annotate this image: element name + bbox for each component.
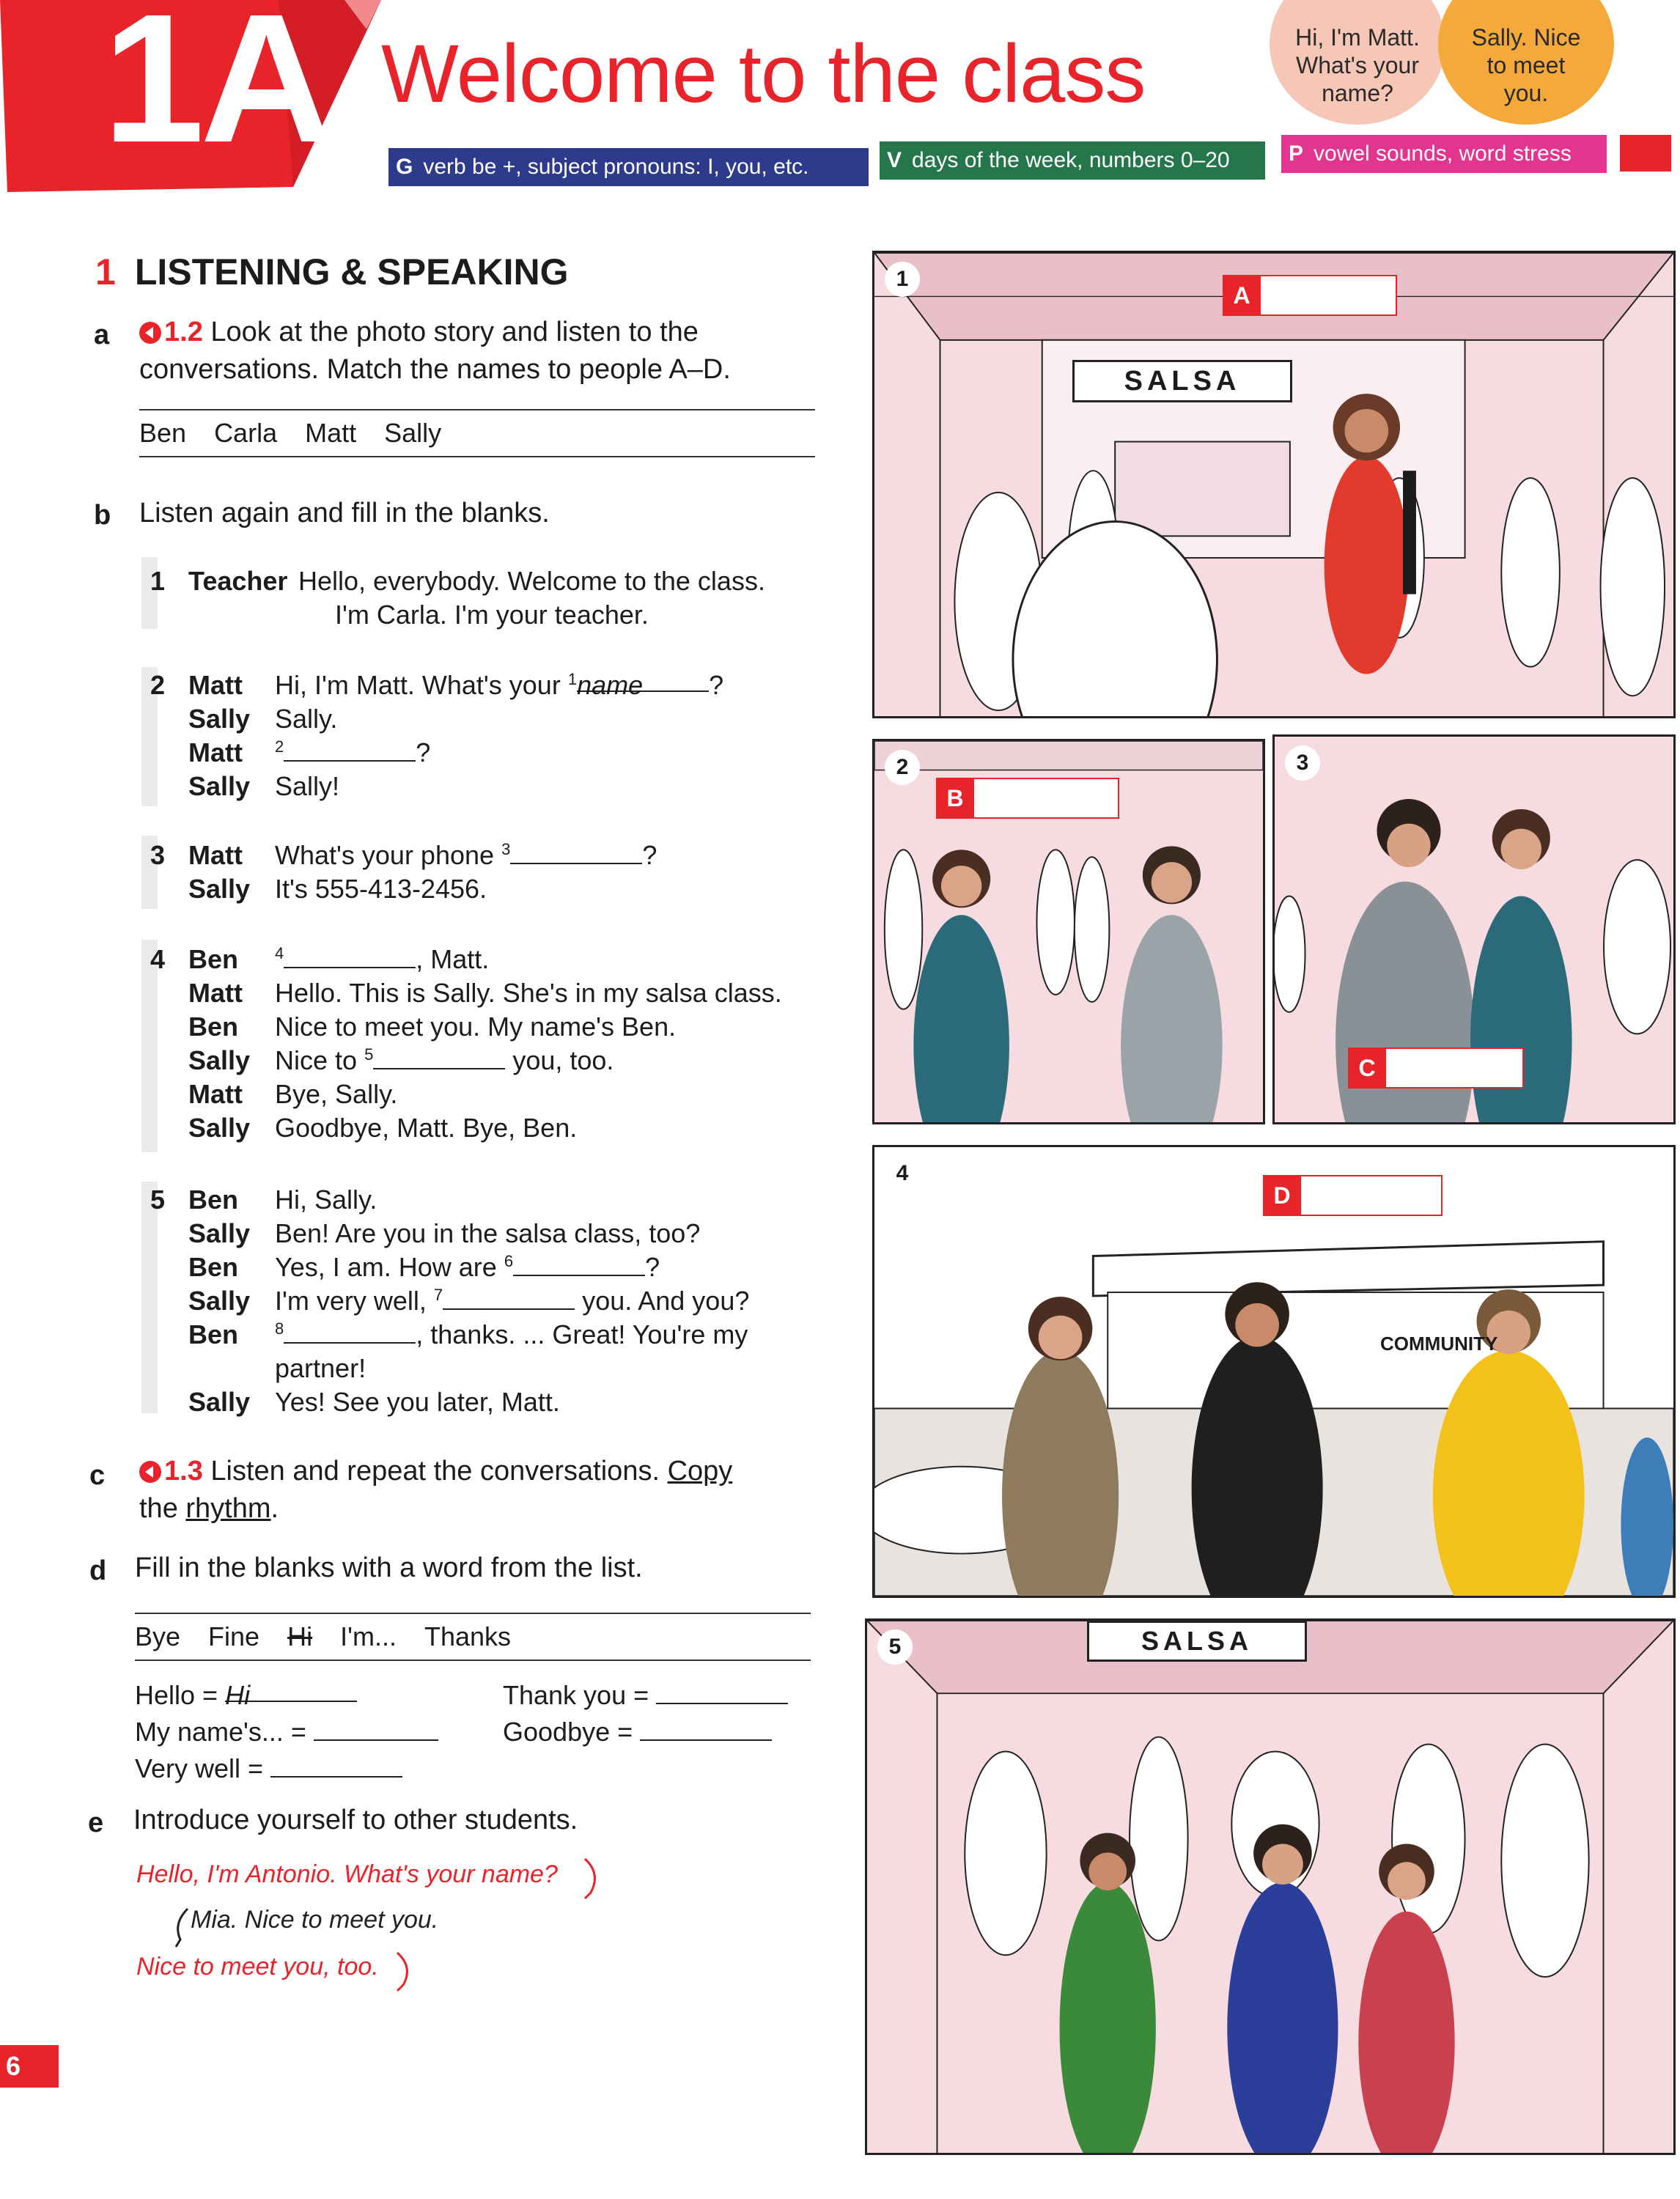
exercise-c-line1: Listen and repeat the conversations. [210,1456,660,1487]
model-line-2: Mia. Nice to meet you. [191,1906,439,1934]
speech-bubble-matt [1270,0,1445,125]
speaker: Sally [188,771,251,801]
panel-number: 2 [885,750,920,785]
label-letter: C [1348,1047,1386,1089]
punct: ? [645,1252,660,1282]
building-sign: COMMUNITY [1380,1333,1498,1355]
speech-arrow-icon [578,1856,607,1907]
name-option: Matt [305,418,357,448]
gap-number: 4 [275,944,284,962]
gap-number: 6 [504,1252,514,1270]
exercise-a-label: a [94,320,110,350]
fill-thankyou [503,1680,788,1711]
conversation-2 [150,668,723,803]
vocabulary-tag [880,141,1265,180]
line: Hello. This is Sally. She's in my salsa class. [275,978,782,1008]
exercise-a-instruction [139,314,731,389]
gap-3-blank[interactable] [510,842,642,864]
speaker: Matt [188,978,243,1008]
verywell-blank[interactable] [270,1756,402,1778]
label-letter: B [936,778,974,819]
exercise-d-instruction: Fill in the blanks with a word from the list. [135,1552,643,1583]
goodbye-blank[interactable] [640,1719,772,1741]
line: Hi, Sally. [275,1185,377,1215]
speech-bubble-matt-text: Hi, I'm Matt. What's your name? [1295,24,1420,106]
exercise-c-instruction [139,1453,732,1528]
speaker: Ben [188,1252,239,1282]
exercise-c-rhythm: rhythm [185,1493,271,1525]
names-box [139,409,815,457]
conversation-5 [150,1183,749,1419]
line: you. And you? [582,1286,750,1316]
punct: ? [709,670,724,700]
answer-box-a[interactable] [1223,275,1397,316]
line: you, too. [512,1045,614,1075]
word-option: I'm... [340,1621,397,1651]
line: It's 555-413-2456. [275,874,487,904]
exercise-a-line1: Look at the photo story and listen to the [210,317,699,347]
audio-icon[interactable] [139,1461,161,1483]
salsa-banner: SALSA [1087,1621,1307,1662]
grammar-focus: verb be +, subject pronouns: I, you, etc. [423,155,809,179]
word-option: Fine [208,1621,260,1651]
exercise-c-label: c [89,1460,106,1491]
label-letter: A [1223,275,1261,316]
speaker: Sally [188,704,251,734]
panel-number: 1 [885,262,920,297]
thankyou-blank[interactable] [656,1682,788,1704]
answer-box-d[interactable] [1263,1175,1443,1216]
pronunciation-letter: P [1289,141,1304,166]
panel-number: 4 [885,1156,920,1191]
term: Goodbye = [503,1717,633,1747]
fill-verywell [135,1753,402,1784]
line: Sally! [275,771,340,801]
speaker: Ben [188,944,239,974]
line: partner! [275,1353,366,1383]
model-line-3: Nice to meet you, too. [136,1953,379,1981]
gap-8-blank[interactable] [284,1322,416,1344]
speaker: Sally [188,1113,251,1143]
line: Nice to [275,1045,358,1075]
exercise-a-line2: conversations. Match the names to people A–D. [139,354,731,386]
answer-box-b[interactable] [936,778,1119,819]
term: Hello = [135,1680,218,1710]
conversation-1 [150,564,765,632]
line: Hello, everybody. Welcome to the class. [298,566,765,596]
line: I'm Carla. I'm your teacher. [335,600,649,630]
exercise-c-period: . [270,1493,279,1525]
term: Very well = [135,1753,264,1783]
answer-box-c[interactable] [1348,1047,1524,1089]
exercise-c-the: the [139,1493,178,1525]
term: My name's... = [135,1717,306,1747]
gap-number: 7 [433,1286,443,1304]
conversation-number: 1 [150,566,166,596]
exercise-b-label: b [94,500,111,531]
model-line-1: Hello, I'm Antonio. What's your name? [136,1860,558,1888]
photo-panel-4 [872,1145,1676,1598]
audio-icon[interactable] [139,322,161,344]
gap-number: 3 [501,840,511,858]
name-option: Ben [139,418,187,448]
word-option: Thanks [424,1621,512,1651]
panel-number: 3 [1285,745,1320,781]
unit-number: 1A [103,0,328,180]
name-option: Sally [384,418,442,448]
line: Nice to meet you. My name's Ben. [275,1012,677,1042]
gap-number: 2 [275,737,284,756]
scene-dance-class [867,1621,1673,2153]
line: What's your phone [275,840,495,870]
speaker: Teacher [188,566,288,596]
line: Yes! See you later, Matt. [275,1387,560,1417]
fill-myname [135,1717,438,1747]
vocabulary-focus: days of the week, numbers 0–20 [912,148,1230,172]
speaker: Sally [188,1218,251,1248]
speaker: Matt [188,1079,243,1109]
hello-answer[interactable]: Hi [225,1680,357,1702]
line: Goodbye, Matt. Bye, Ben. [275,1113,578,1143]
speaker: Matt [188,840,243,870]
audio-track-1-3[interactable]: 1.3 [164,1456,203,1487]
conversation-number: 5 [150,1185,166,1215]
speaker: Ben [188,1012,239,1042]
gap-number: 8 [275,1319,284,1338]
lesson-title: Welcome to the class [381,28,1146,119]
line: Bye, Sally. [275,1079,398,1109]
exercise-e-label: e [88,1808,104,1838]
line: Hi, I'm Matt. What's your [275,670,561,700]
speech-arrow-icon [390,1950,419,1998]
photo-panel-3 [1272,734,1676,1124]
speaker: Sally [188,1045,251,1075]
word-option: Bye [135,1621,181,1651]
myname-blank[interactable] [314,1719,438,1741]
exercise-e-instruction: Introduce yourself to other students. [133,1805,578,1835]
speaker: Matt [188,670,243,700]
conversation-number: 2 [150,670,166,700]
photo-panel-5 [865,1618,1676,2155]
line: , thanks. ... Great! You're my [416,1319,748,1349]
unit-badge [0,0,410,196]
photo-panel-1 [872,251,1676,718]
audio-track-1-2[interactable]: 1.2 [164,317,203,347]
speech-bubble-sally-text: Sally. Nice to meet you. [1471,24,1581,106]
label-letter: D [1263,1175,1301,1216]
line: Ben! Are you in the salsa class, too? [275,1218,701,1248]
gap-6-blank[interactable] [513,1254,645,1276]
gap-1-answer[interactable]: name [577,670,709,692]
section-heading [95,251,569,293]
punct: ? [416,737,431,767]
color-tab [1620,135,1671,172]
scene-classroom [874,253,1673,716]
speaker: Ben [188,1185,239,1215]
gap-5-blank[interactable] [373,1047,505,1069]
pronunciation-focus: vowel sounds, word stress [1314,141,1572,166]
page-number: 6 [0,2045,59,2088]
gap-7-blank[interactable] [443,1288,575,1310]
exercise-c-copy: Copy [667,1456,733,1487]
panel-number: 5 [877,1629,913,1665]
punct: ? [642,840,657,870]
speaker: Sally [188,1387,251,1417]
conversation-number: 3 [150,840,166,870]
line: Yes, I am. How are [275,1252,497,1282]
conversation-4 [150,943,782,1145]
gap-2-blank[interactable] [284,740,416,762]
pronunciation-tag [1281,135,1607,173]
exercise-b-instruction: Listen again and fill in the blanks. [139,498,550,528]
gap-4-blank[interactable] [284,946,416,968]
line: Sally. [275,704,338,734]
photo-panel-2 [872,739,1265,1124]
grammar-letter: G [396,155,413,179]
word-option-used: Hi [287,1621,313,1651]
vocabulary-letter: V [887,148,902,172]
conversation-3 [150,839,657,906]
name-option: Carla [214,418,278,448]
word-list-box [135,1613,811,1661]
speech-bubble-sally [1438,0,1614,125]
speaker: Matt [188,737,243,767]
speaker: Ben [188,1319,239,1349]
grammar-tag [388,148,869,186]
salsa-banner: SALSA [1072,360,1292,402]
speaker: Sally [188,1286,251,1316]
gap-number: 5 [364,1045,374,1064]
section-number: 1 [95,251,116,292]
section-title: LISTENING & SPEAKING [134,251,569,292]
line: I'm very well, [275,1286,427,1316]
exercise-d-label: d [89,1555,107,1586]
conversation-number: 4 [150,944,166,974]
speaker: Sally [188,874,251,904]
line: , Matt. [416,944,490,974]
gap-number: 1 [567,670,578,688]
fill-hello [135,1680,357,1711]
term: Thank you = [503,1680,649,1710]
fill-goodbye [503,1717,772,1747]
